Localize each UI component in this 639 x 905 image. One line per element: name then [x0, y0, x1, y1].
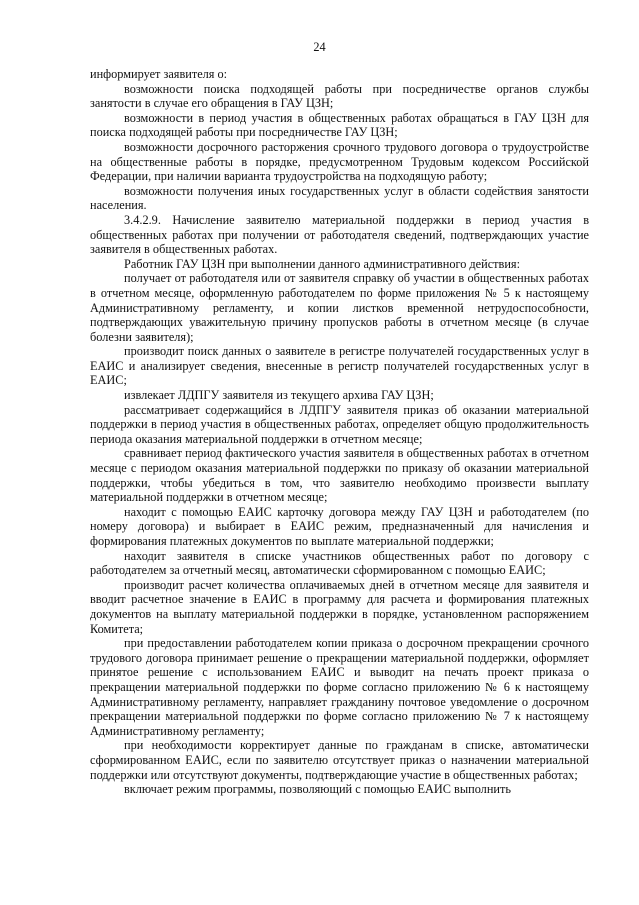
paragraph: сравнивает период фактического участия заявителя в общественных работах в отчетном месяце с периодом оказания материальной поддержки по приказу об оказании материальной поддержки, чтобы убедиться в том, что заявителю необходимо произвести выплату материальной поддержки в отчетном месяце; [90, 446, 589, 505]
paragraph: возможности поиска подходящей работы при посредничестве органов службы занятости в случае его обращения в ГАУ ЦЗН; [90, 81, 589, 111]
paragraph: возможности получения иных государственных услуг в области содействия занятости населения. [90, 183, 589, 213]
paragraph: при необходимости корректирует данные по гражданам в списке, автоматически сформированном ЕАИС, если по заявителю отсутствует приказ о назначении материальной поддержки или отсутствуют документы, подтверждающие участие в общественных работах; [90, 738, 589, 782]
paragraph: возможности досрочного расторжения срочного трудового договора о трудоустройстве на общественные работы в порядке, предусмотренном Трудовым кодексом Российской Федерации, при наличии варианта трудоустройства на подходящую работу; [90, 139, 589, 184]
paragraph: производит поиск данных о заявителе в регистре получателей государственных услуг в ЕАИС и анализирует сведения, внесенные в регистр получателей государственных услуг в ЕАИС; [90, 344, 589, 388]
paragraph: извлекает ЛДПГУ заявителя из текущего архива ГАУ ЦЗН; [124, 388, 434, 403]
paragraph: производит расчет количества оплачиваемых дней в отчетном месяце для заявителя и вводит расчетное значение в ЕАИС в программу для расчета и формирования платежных документов на выплату материальной поддержки в порядке, установленном распоряжением Комитета; [90, 577, 589, 636]
paragraph: находит заявителя в списке участников общественных работ по договору с работодателем за отчетный месяц, автоматически сформированном с помощью ЕАИС; [90, 548, 589, 578]
paragraph: возможности в период участия в общественных работах обращаться в ГАУ ЦЗН для поиска подходящей работы при посредничестве ГАУ ЦЗН; [90, 110, 589, 140]
page-number: 24 [313, 40, 326, 54]
paragraph: информирует заявителя о: [90, 67, 228, 81]
paragraph: находит с помощью ЕАИС карточку договора между ГАУ ЦЗН и работодателем (по номеру договора) и выбирает в ЕАИС режим, предназначенный для начисления и формирования платежных документов по выплате материальной поддержки; [90, 504, 589, 548]
document-body [90, 67, 589, 797]
paragraph: Работник ГАУ ЦЗН при выполнении данного административного действия: [124, 256, 521, 271]
paragraph: включает режим программы, позволяющий с помощью ЕАИС выполнить [124, 782, 511, 797]
paragraph: рассматривает содержащийся в ЛДПГУ заявителя приказ об оказании материальной поддержки в период участия в общественных работах, определяет общую продолжительность периода оказания материальной поддержки в отчетном месяце; [90, 402, 589, 446]
paragraph: получает от работодателя или от заявителя справку об участии в общественных работах в отчетном месяце, оформленную работодателем по форме приложения № 5 к настоящему Административному регламенту, и копии листков временной нетрудоспособности, подтверждающих уважительную причину пропусков работы в отчетном месяце (в случае болезни заявителя); [90, 271, 589, 344]
paragraph: при предоставлении работодателем копии приказа о досрочном прекращении срочного трудового договора принимает решение о прекращении материальной поддержки, оформляет принятое решение с использованием ЕАИС и выводит на печать проект приказа о прекращении материальной поддержки по форме согласно приложению № 6 к настоящему Административному регламенту, направляет гражданину почтовое уведомление о досрочном прекращении материальной поддержки по форме согласно приложению № 7 к настоящему Административному регламенту; [90, 636, 589, 738]
paragraph: 3.4.2.9. Начисление заявителю материальной поддержки в период участия в общественных работах при получении от работодателя сведений, подтверждающих участие заявителя в общественных работах. [90, 212, 589, 257]
